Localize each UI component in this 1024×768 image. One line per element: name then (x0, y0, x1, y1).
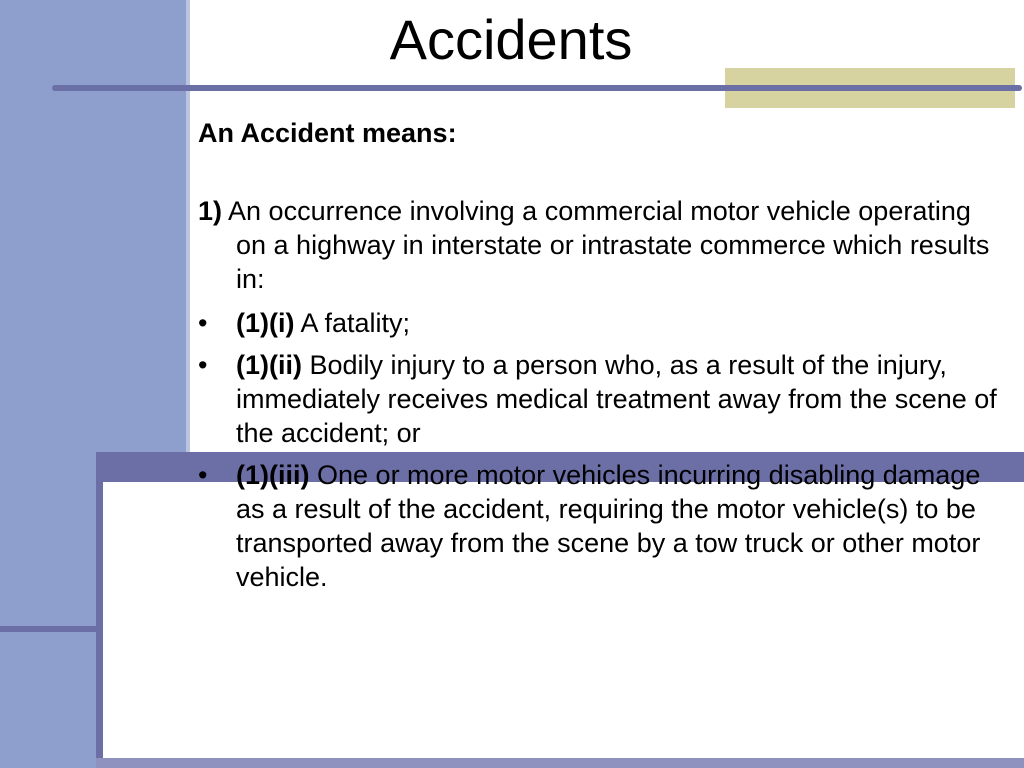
lower-frame-shadow (96, 758, 1024, 768)
slide-content (198, 116, 1008, 602)
item-code: (1)(iii) (236, 460, 310, 490)
item-text: Bodily injury to a person who, as a result of the injury, immediately receives medical treatment away from the scene of the accident; or (236, 350, 997, 448)
slide-subtitle: An Accident means: (198, 118, 457, 148)
definition-text: An occurrence involving a commercial motor vehicle operating on a highway in interstate or intrastate commerce which results in: (228, 196, 990, 294)
item-code: (1)(ii) (236, 350, 302, 380)
definition-paragraph (198, 194, 1008, 296)
item-code: (1)(i) (236, 308, 295, 338)
list-item (198, 348, 1008, 450)
list-item (198, 306, 1008, 340)
title-rule (52, 85, 1022, 91)
bullet-icon: • (198, 308, 208, 338)
item-text: A fatality; (300, 308, 411, 338)
bullet-icon: • (198, 350, 208, 380)
definition-number: 1) (198, 196, 223, 226)
bullet-icon: • (198, 460, 208, 490)
item-text: One or more motor vehicles incurring disabling damage as a result of the accident, requiring the motor vehicle(s) to be transported away from the scene by a tow truck or other motor vehicle. (236, 460, 981, 592)
list-item (198, 458, 1008, 594)
slide-title: Accidents (389, 8, 633, 71)
left-lower-tab (0, 626, 96, 632)
